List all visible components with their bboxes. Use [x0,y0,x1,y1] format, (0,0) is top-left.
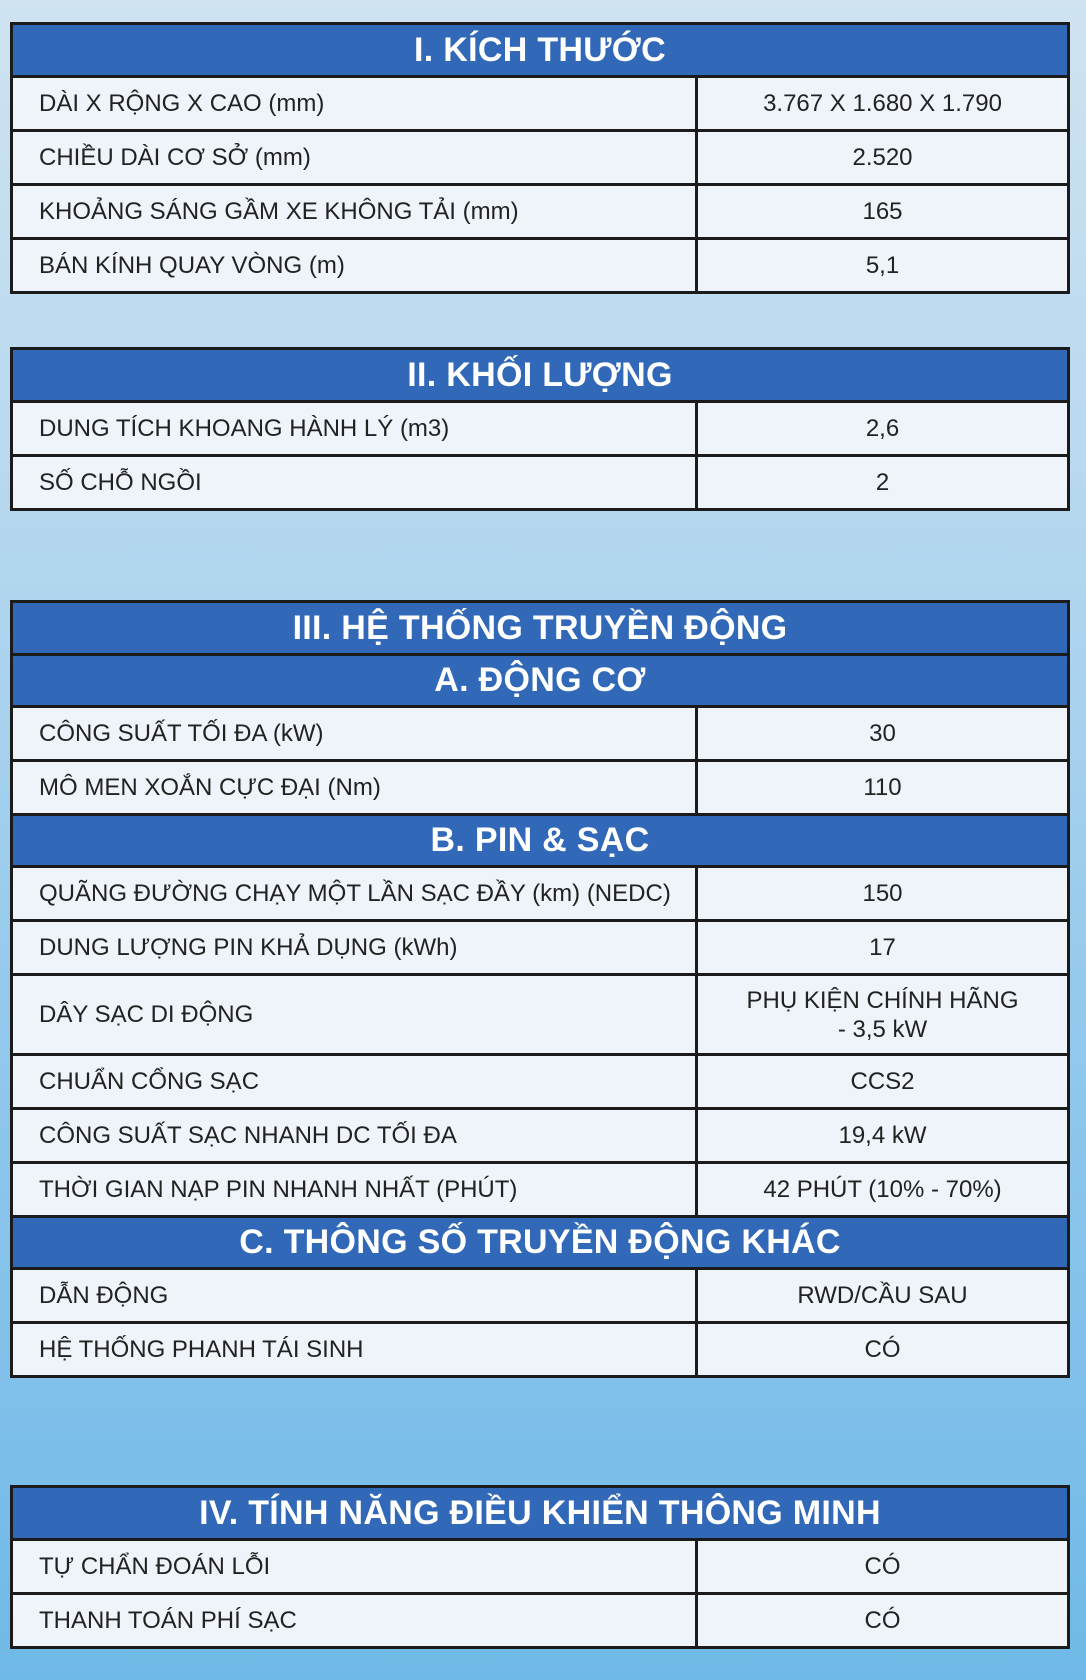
table-row [13,240,1067,291]
table-row [13,762,1067,816]
spec-label: HỆ THỐNG PHANH TÁI SINH [13,1324,698,1375]
spec-value: 2,6 [865,415,900,442]
engine-subheader: A. ĐỘNG CƠ [13,656,1067,708]
spec-label: DUNG LƯỢNG PIN KHẢ DỤNG (kWh) [13,922,698,973]
spec-label: CÔNG SUẤT TỐI ĐA (kW) [13,708,698,759]
dimensions-table [10,22,1070,294]
table-row [13,1270,1067,1324]
spec-value [698,976,1067,1053]
table-row [13,403,1067,457]
table-row [13,78,1067,132]
other-drivetrain-subheader: C. THÔNG SỐ TRUYỀN ĐỘNG KHÁC [13,1218,1067,1270]
spec-value: RWD/CẦU SAU [797,1282,968,1309]
spec-value: 3.767 X 1.680 X 1.790 [763,90,1002,117]
spec-label: KHOẢNG SÁNG GẦM XE KHÔNG TẢI (mm) [13,186,698,237]
table-row [13,1056,1067,1110]
spec-value-line: - 3,5 kW [837,1015,928,1043]
table-row [13,1324,1067,1375]
spec-label: DÀI X RỘNG X CAO (mm) [13,78,698,129]
table-row [13,132,1067,186]
spec-value: 30 [869,720,896,747]
spec-value: 165 [862,198,903,225]
table-row [13,457,1067,508]
spec-value: 150 [862,880,903,907]
spec-label: DÂY SẠC DI ĐỘNG [13,976,698,1053]
spec-label: CHIỀU DÀI CƠ SỞ (mm) [13,132,698,183]
table-row [13,1595,1067,1646]
spec-label: CÔNG SUẤT SẠC NHANH DC TỐI ĐA [13,1110,698,1161]
spec-label: DUNG TÍCH KHOANG HÀNH LÝ (m3) [13,403,698,454]
spec-label: MÔ MEN XOẮN CỰC ĐẠI (Nm) [13,762,698,813]
spec-label: DẪN ĐỘNG [13,1270,698,1321]
dimensions-header: I. KÍCH THƯỚC [13,25,1067,78]
spec-value: 17 [869,934,896,961]
table-row [13,922,1067,976]
spec-label: BÁN KÍNH QUAY VÒNG (m) [13,240,698,291]
spec-value: CÓ [864,1607,901,1634]
weight-table [10,347,1070,511]
spec-value: CCS2 [850,1068,915,1095]
spec-value: 2.520 [852,144,913,171]
table-row [13,1541,1067,1595]
table-row [13,1110,1067,1164]
spec-value-line: PHỤ KIỆN CHÍNH HÃNG [746,986,1019,1014]
table-row [13,868,1067,922]
spec-value: 5,1 [865,252,900,279]
spec-value: CÓ [864,1336,901,1363]
spec-label: CHUẨN CỔNG SẠC [13,1056,698,1107]
drivetrain-table [10,600,1070,1378]
drivetrain-header: III. HỆ THỐNG TRUYỀN ĐỘNG [13,603,1067,656]
weight-header: II. KHỐI LƯỢNG [13,350,1067,403]
table-row [13,1164,1067,1218]
smart-control-header: IV. TÍNH NĂNG ĐIỀU KHIỂN THÔNG MINH [13,1488,1067,1541]
spec-label: QUÃNG ĐƯỜNG CHẠY MỘT LẦN SẠC ĐẦY (km) (NEDC) [13,868,698,919]
spec-value: CÓ [864,1553,901,1580]
spec-label: TỰ CHẨN ĐOÁN LỖI [13,1541,698,1592]
spec-label: THANH TOÁN PHÍ SẠC [13,1595,698,1646]
spec-value: 42 PHÚT (10% - 70%) [763,1176,1002,1203]
spec-value: 2 [875,469,890,496]
battery-subheader: B. PIN & SẠC [13,816,1067,868]
smart-control-table [10,1485,1070,1649]
spec-label: THỜI GIAN NẠP PIN NHANH NHẤT (PHÚT) [13,1164,698,1215]
spec-value: 110 [863,774,902,801]
table-row [13,708,1067,762]
spec-label: SỐ CHỖ NGỒI [13,457,698,508]
table-row [13,976,1067,1056]
spec-value: 19,4 kW [838,1122,927,1149]
table-row [13,186,1067,240]
